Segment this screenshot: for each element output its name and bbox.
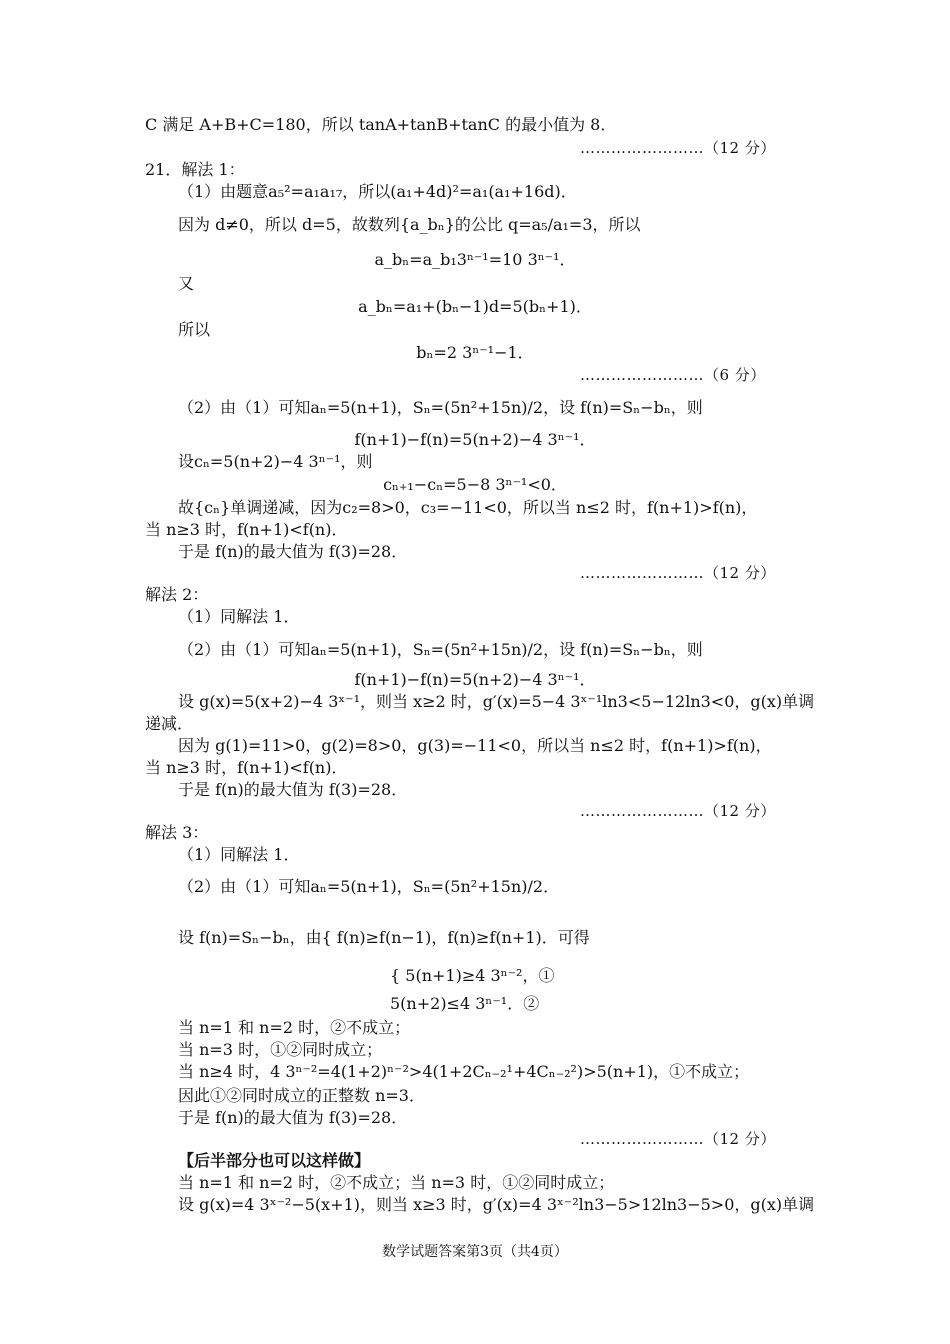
formula-line: a_bₙ=a₁+(bₙ−1)d=5(bₙ+1)． bbox=[358, 297, 592, 316]
text-line: 于是 f(n)的最大值为 f(3)=28． bbox=[178, 780, 408, 799]
text-line: 当 n=3 时，①②同时成立； bbox=[178, 1040, 383, 1059]
formula-line: f(n+1)−f(n)=5(n+2)−4 3ⁿ⁻¹． bbox=[354, 430, 596, 449]
text-line: （1）由题意a₅²=a₁a₁₇，所以(a₁+4d)²=a₁(a₁+16d)． bbox=[178, 182, 577, 201]
text-line: （2）由（1）可知aₙ=5(n+1)，Sₙ=(5n²+15n)/2，设 f(n)=Sₙ−bₙ，则 bbox=[178, 398, 703, 417]
text-line: 5(n+2)≤4 3ⁿ⁻¹．② bbox=[390, 994, 540, 1013]
text-line: 所以 bbox=[178, 320, 211, 339]
text-line: （2）由（1）可知aₙ=5(n+1)，Sₙ=(5n²+15n)/2． bbox=[178, 877, 560, 896]
text-line: （2）由（1）可知aₙ=5(n+1)，Sₙ=(5n²+15n)/2，设 f(n)=Sₙ−bₙ，则 bbox=[178, 640, 703, 659]
formula-line: bₙ=2 3ⁿ⁻¹−1． bbox=[416, 343, 534, 362]
text-line: 当 n=1 和 n=2 时，②不成立；当 n=3 时，①②同时成立； bbox=[178, 1173, 615, 1192]
page-footer: 数学试题答案第3页（共4页） bbox=[382, 1244, 568, 1260]
score-marker: ……………………（12 分） bbox=[580, 564, 776, 582]
text-line: 解法 3： bbox=[145, 823, 209, 842]
text-line: 故{cₙ}单调递减，因为c₂=8>0，c₃=−11<0，所以当 n≤2 时，f(n+1)>f(n)， bbox=[178, 498, 758, 517]
text-line: 因为 g(1)=11>0，g(2)=8>0，g(3)=−11<0，所以当 n≤2 时，f(n+1)>f(n)， bbox=[178, 736, 772, 755]
text-line: 【后半部分也可以这样做】 bbox=[178, 1151, 371, 1170]
text-line: { 5(n+1)≥4 3ⁿ⁻²，① bbox=[390, 966, 555, 985]
score-marker: ……………………（6 分） bbox=[580, 366, 766, 384]
text-line: （1）同解法 1． bbox=[178, 845, 300, 864]
text-line: 设 g(x)=5(x+2)−4 3ˣ⁻¹，则当 x≥2 时，g′(x)=5−4 3ˣ⁻¹ln3<5−12ln3<0，g(x)单调 bbox=[178, 692, 815, 711]
text-line: 因为 d≠0，所以 d=5，故数列{a_bₙ}的公比 q=a₅/a₁=3，所以 bbox=[178, 215, 641, 234]
text-line: 又 bbox=[178, 274, 195, 293]
formula-line: a_bₙ=a_b₁3ⁿ⁻¹=10 3ⁿ⁻¹． bbox=[374, 250, 576, 269]
formula-line: cₙ₊₁−cₙ=5−8 3ⁿ⁻¹<0． bbox=[383, 475, 567, 494]
text-line: 于是 f(n)的最大值为 f(3)=28． bbox=[178, 542, 408, 561]
score-marker: ……………………（12 分） bbox=[580, 802, 776, 820]
text-line: 当 n≥3 时，f(n+1)<f(n)． bbox=[145, 520, 348, 539]
text-line: 21．解法 1： bbox=[145, 160, 245, 179]
text-line: 设 g(x)=4 3ˣ⁻²−5(x+1)，则当 x≥3 时，g′(x)=4 3ˣ⁻²ln3−5>12ln3−5>0，g(x)单调 bbox=[178, 1195, 815, 1214]
text-line: 当 n≥4 时，4 3ⁿ⁻²=4(1+2)ⁿ⁻²>4(1+2Cₙ₋₂¹+4Cₙ₋₂²)>5(n+1)，①不成立； bbox=[178, 1062, 750, 1081]
formula-line: f(n+1)−f(n)=5(n+2)−4 3ⁿ⁻¹． bbox=[354, 670, 596, 689]
score-marker: ……………………（12 分） bbox=[580, 1130, 776, 1148]
text-line: 当 n=1 和 n=2 时，②不成立； bbox=[178, 1018, 411, 1037]
text-line: 递减． bbox=[145, 714, 194, 733]
text-line: 当 n≥3 时，f(n+1)<f(n)． bbox=[145, 758, 348, 777]
text-line: 于是 f(n)的最大值为 f(3)=28． bbox=[178, 1108, 408, 1127]
text-line: 因此①②同时成立的正整数 n=3． bbox=[178, 1086, 425, 1105]
text-line: C 满足 A+B+C=180，所以 tanA+tanB+tanC 的最小值为 8． bbox=[145, 115, 617, 134]
text-line: （1）同解法 1． bbox=[178, 607, 300, 626]
text-line: 解法 2： bbox=[145, 585, 209, 604]
text-line: 设 f(n)=Sₙ−bₙ，由{ f(n)≥f(n−1)，f(n)≥f(n+1)．可得 bbox=[178, 928, 590, 947]
text-line: 设cₙ=5(n+2)−4 3ⁿ⁻¹，则 bbox=[178, 452, 373, 471]
score-marker: ……………………（12 分） bbox=[580, 139, 776, 157]
